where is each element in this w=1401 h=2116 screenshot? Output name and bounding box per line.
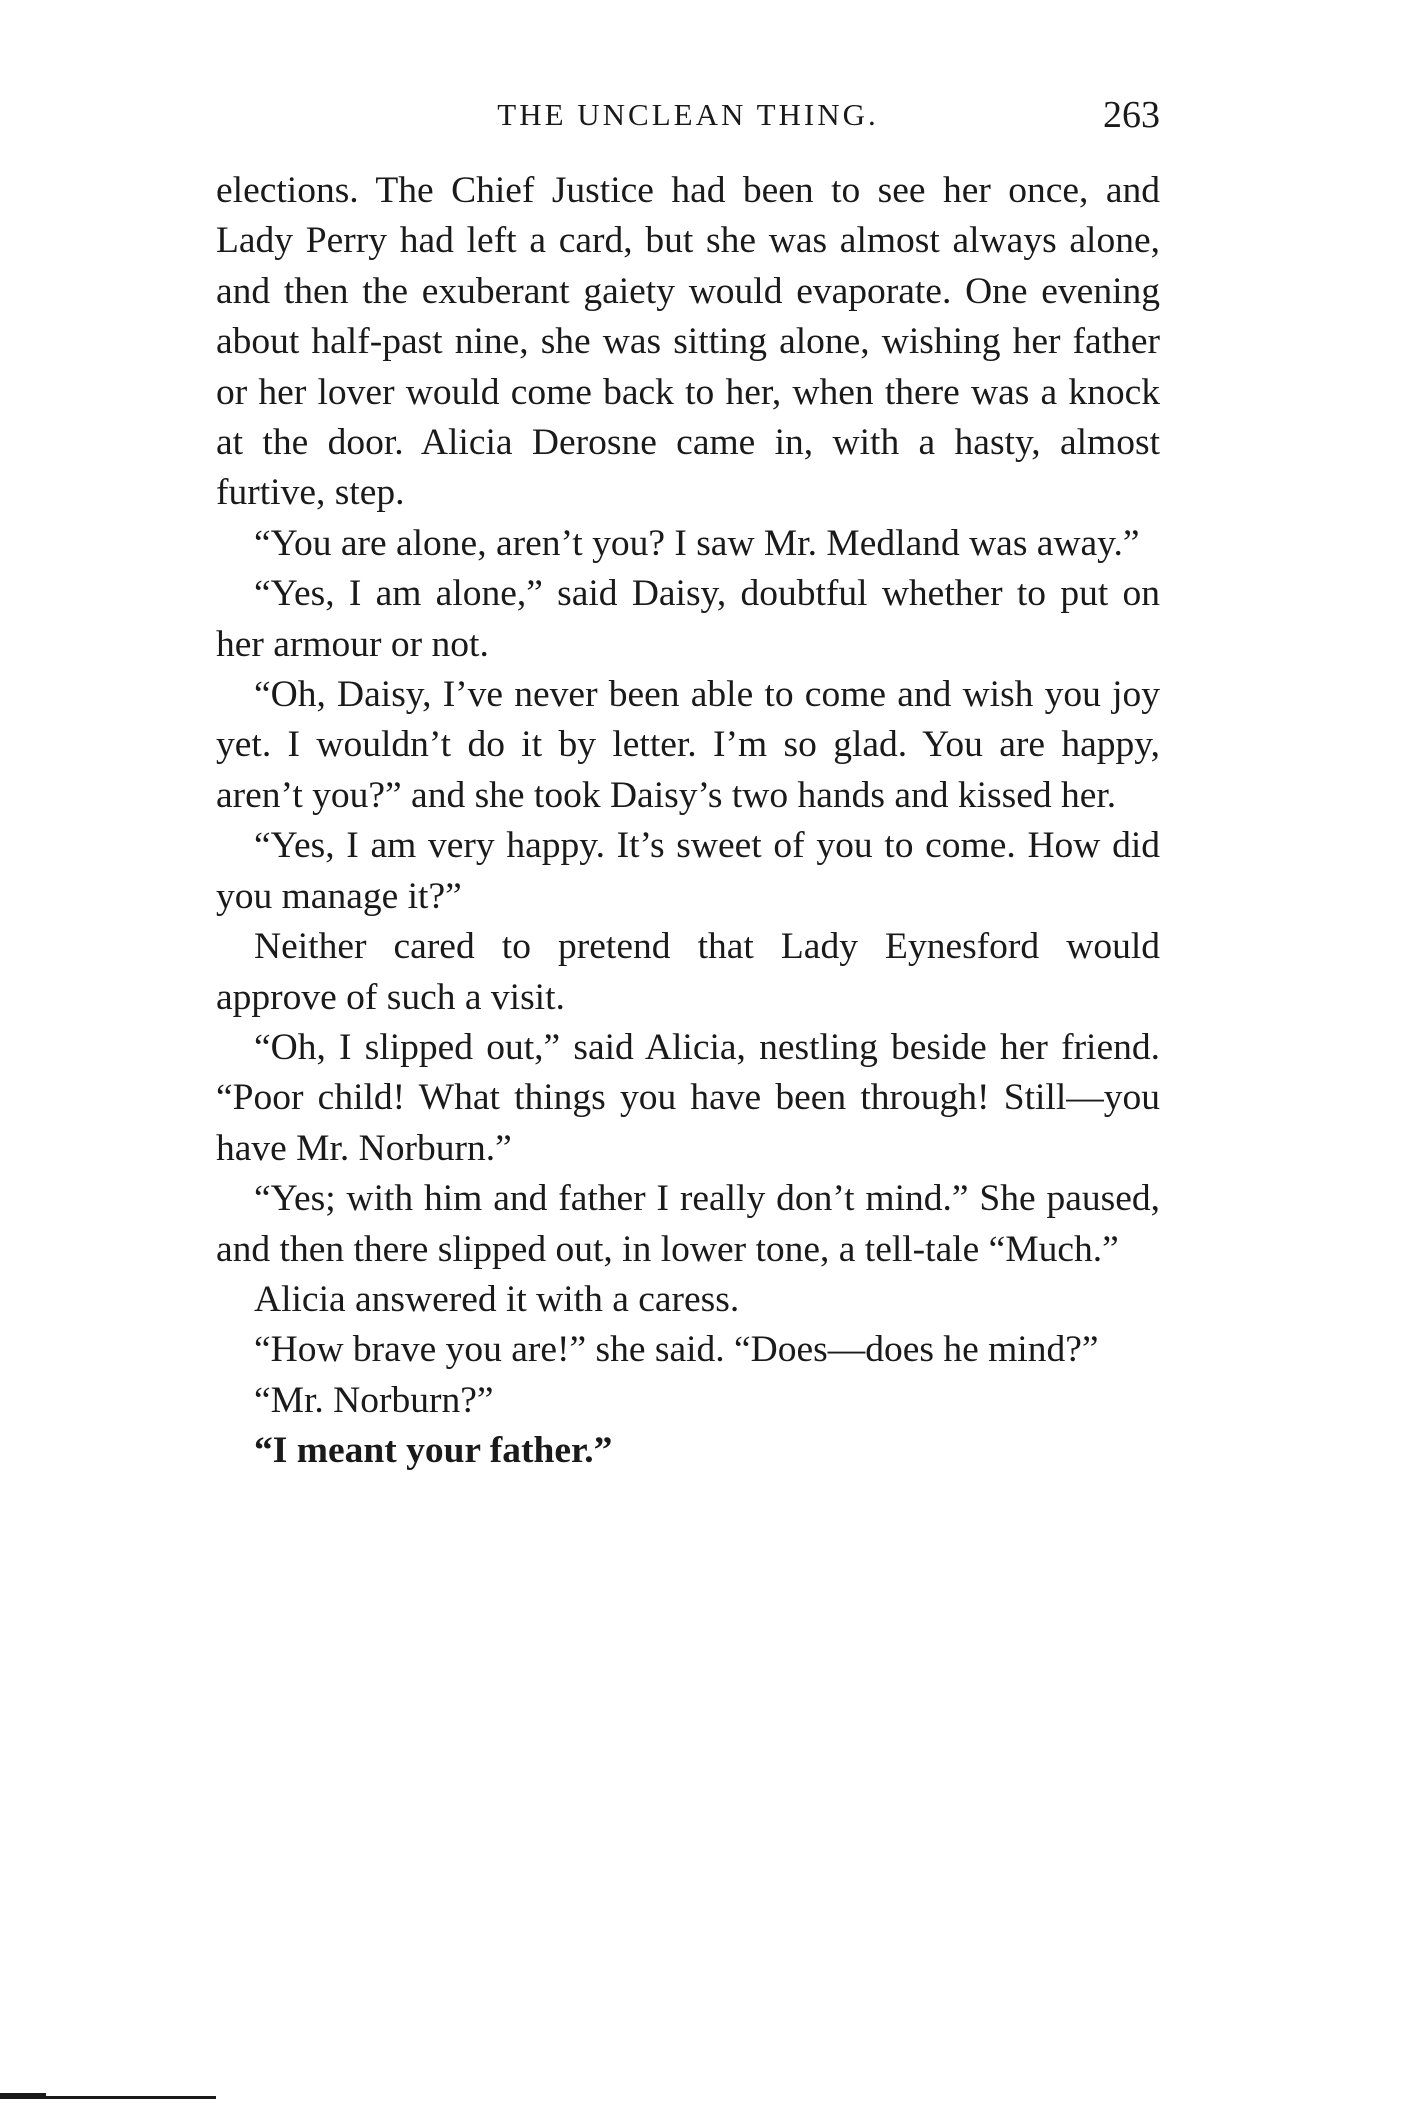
paragraph: Alicia answered it with a caress. — [254, 1278, 740, 1320]
paragraph: “Oh, Daisy, I’ve never been able to come and wish you joy yet. I wouldn’t do it by letter. I’m so glad. You are happy, aren’t you?” and she took Daisy’s two hands and kissed her. — [216, 674, 1160, 816]
paragraph: “You are alone, aren’t you? I saw Mr. Medland was away.” — [254, 522, 1140, 564]
body-text — [216, 166, 1160, 1477]
edge-rule-mark — [0, 2096, 216, 2099]
paragraph: “I meant your father.” — [254, 1430, 613, 1472]
paragraph: elections. The Chief Justice had been to see her once, and Lady Perry had left a card, but she was almost always alone, and then the exuberant gaiety would evaporate. One evening about half-past nine, she was sitting alone, wishing her father or her lover would come back to her, when there was a knock at the door. Alicia Derosne came in, with a hasty, almost furtive, step. — [216, 170, 1160, 514]
paragraph: “Yes, I am very happy. It’s sweet of you to come. How did you manage it?” — [216, 825, 1160, 917]
paragraph: “Mr. Norburn?” — [254, 1379, 494, 1421]
paragraph: “Yes; with him and father I really don’t mind.” She paused, and then there slipped out, in lower tone, a tell-tale “Much.” — [216, 1178, 1160, 1270]
paragraph: “Yes, I am alone,” said Daisy, doubtful whether to put on her armour or not. — [216, 573, 1160, 665]
paragraph: “How brave you are!” she said. “Does—does he mind?” — [254, 1329, 1099, 1371]
paragraph: “Oh, I slipped out,” said Alicia, nestling beside her friend. “Poor child! What things you have been through! Still—you have Mr. Norburn.” — [216, 1026, 1160, 1169]
paragraph: Neither cared to pretend that Lady Eynesford would approve of such a visit. — [216, 926, 1160, 1018]
page-number: 263 — [1103, 94, 1160, 136]
running-title: THE UNCLEAN THING. — [497, 97, 879, 132]
running-head — [216, 90, 1160, 140]
